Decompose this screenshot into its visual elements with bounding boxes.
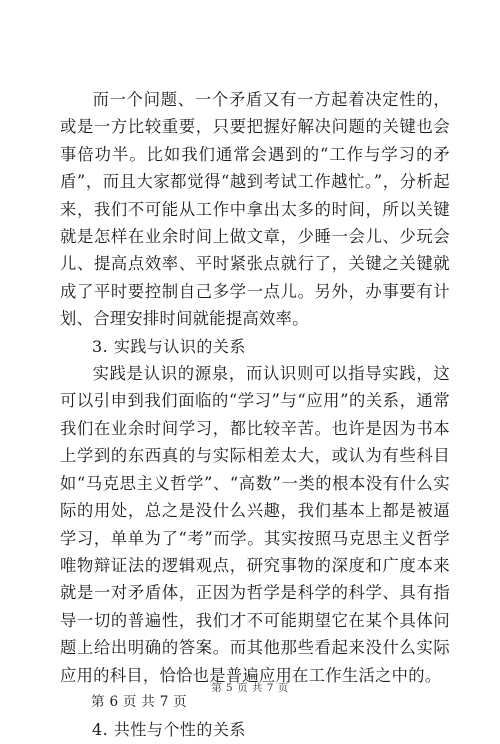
section-heading-commonality-individuality: 4. 共性与个性的关系 xyxy=(92,720,246,740)
paragraph-practice-cognition: 实践是认识的源泉，而认识则可以指导实践，这可以引申到我们面临的“学习”与“应用”的关系，通常我们在业余时间学习，都比较辛苦。也许是因为书本上学到的东西真的与实际相差太大，或认为有些科目如“马克思主义哲学”、“高数”一类的根本没有什么实际的用处，总之是没什么兴趣，我们基本上都是被逼学习，单单为了“考”而学。其实按照马克思主义哲学唯物辩证法的逻辑观点，研究事物的深度和广度本来就是一对矛盾体，正因为哲学是科学的科学、具有指导一切的普遍性，我们才不可能期望它在某个具体问题上给出明确的答案。而其他那些看起来没什么实际应用的科目，恰恰也是普遍应用在工作生活之中的。 xyxy=(60,364,450,685)
document-body xyxy=(60,86,450,744)
section-heading-practice-cognition: 3. 实践与认识的关系 xyxy=(92,336,246,356)
inline-page-note: 第 6 页 共 7 页 xyxy=(91,693,187,710)
paragraph-key-contradiction: 而一个问题、一个矛盾又有一方起着决定性的，或是一方比较重要，只要把握好解决问题的关键也会事倍功半。比如我们通常会遇到的“工作与学习的矛盾”，而且大家都觉得“越到考试工作越忙。”，分析起来，我们不可能从工作中拿出太多的时间，所以关键就是怎样在业余时间上做文章，少睡一会儿、少玩会儿、提高点效率、平时紧张点就行了，关键之关键就成了平时要控制自己多学一点儿。另外，办事要有计划、合理安排时间就能提高效率。 xyxy=(60,90,450,329)
page-footer: 第 5 页 共 7 页 xyxy=(211,682,289,694)
